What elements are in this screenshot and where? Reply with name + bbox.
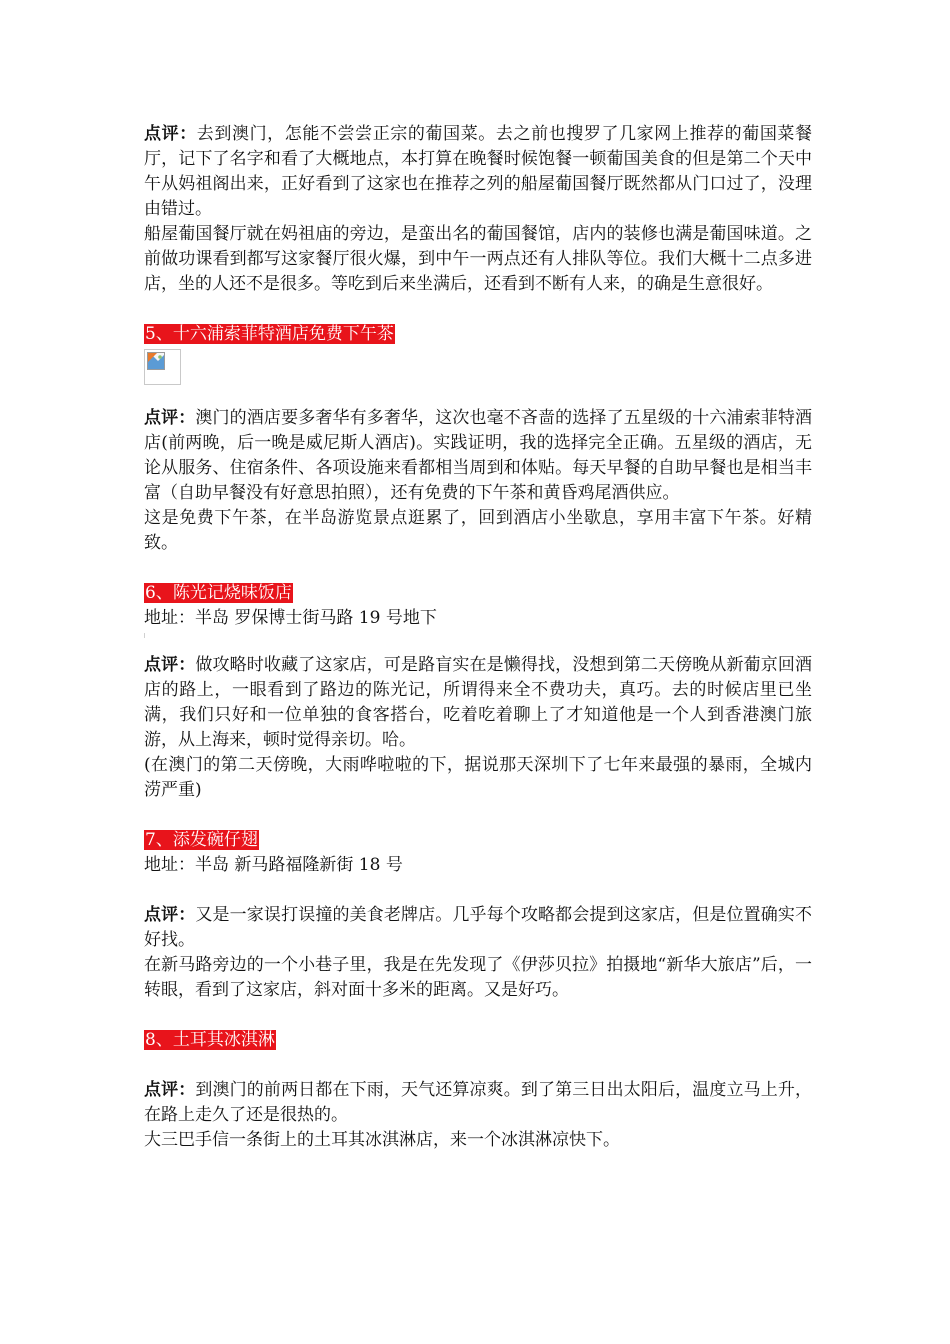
review-paragraph: 点评：又是一家误打误撞的美食老牌店。几乎每个攻略都会提到这家店，但是位置确实不好找。 [144,905,813,950]
section-heading-8: 8、土耳其冰淇淋 [145,1030,275,1050]
body-paragraph: 在新马路旁边的一个小巷子里，我是在先发现了《伊莎贝拉》拍摄地“新华大旅店”后，一转眼，看到了这家店，斜对面十多米的距离。又是好巧。 [144,955,812,1000]
divider-mark [144,631,812,643]
review-label: 点评： [144,124,197,144]
section-heading-6: 6、陈光记烧味饭店 [145,583,292,603]
review-label: 点评： [144,408,196,428]
address-line: 地址：半岛 新马路福隆新街 18 号 [144,855,403,875]
article-body [144,122,812,1153]
review-paragraph: 点评：去到澳门，怎能不尝尝正宗的葡国菜。去之前也搜罗了几家网上推荐的葡国菜餐厅，记下了名字和看了大概地点，本打算在晚餐时候饱餐一顿葡国美食的但是第二个天中午从妈祖阁出来，正好看到了这家也在推荐之列的船屋葡国餐厅既然都从门口过了，没理由错过。 [144,124,813,219]
section-heading-5: 5、十六浦索菲特酒店免费下午茶 [145,324,394,344]
address-line: 地址：半岛 罗保博士街马路 19 号地下 [144,608,437,628]
review-paragraph: 点评：到澳门的前两日都在下雨，天气还算凉爽。到了第三日出太阳后，温度立马上升，在路上走久了还是很热的。 [144,1080,813,1125]
review-label: 点评： [144,905,196,925]
body-paragraph: 这是免费下午茶，在半岛游览景点逛累了，回到酒店小坐歇息，享用丰富下午茶。好精致。 [144,508,812,553]
review-paragraph: 点评：做攻略时收藏了这家店，可是路盲实在是懒得找，没想到第二天傍晚从新葡京回酒店的路上，一眼看到了路边的陈光记，所谓得来全不费功夫，真巧。去的时候店里已坐满，我们只好和一位单独的食客搭台，吃着吃着聊上了才知道他是一个人到香港澳门旅游，从上海来，顿时觉得亲切。哈。 [144,655,813,750]
broken-image-icon [144,349,181,385]
body-paragraph: (在澳门的第二天傍晚，大雨哗啦啦的下，据说那天深圳下了七年来最强的暴雨，全城内涝严重) [144,755,812,800]
body-paragraph: 大三巴手信一条街上的土耳其冰淇淋店，来一个冰淇淋凉快下。 [144,1130,620,1150]
section-heading-7: 7、添发碗仔翅 [145,830,258,850]
review-label: 点评： [144,1080,196,1100]
image-placeholder-icon [147,352,165,370]
review-paragraph: 点评：澳门的酒店要多奢华有多奢华，这次也毫不吝啬的选择了五星级的十六浦索菲特酒店(前两晚，后一晚是威尼斯人酒店)。实践证明，我的选择完全正确。五星级的酒店，无论从服务、住宿条件、各项设施来看都相当周到和体贴。每天早餐的自助早餐也是相当丰富（自助早餐没有好意思拍照），还有免费的下午茶和黄昏鸡尾酒供应。 [144,408,813,503]
review-label: 点评： [144,655,196,675]
body-paragraph: 船屋葡国餐厅就在妈祖庙的旁边，是蛮出名的葡国餐馆，店内的装修也满是葡国味道。之前做功课看到都写这家餐厅很火爆，到中午一两点还有人排队等位。我们大概十二点多进店，坐的人还不是很多。等吃到后来坐满后，还看到不断有人来，的确是生意很好。 [144,224,812,294]
